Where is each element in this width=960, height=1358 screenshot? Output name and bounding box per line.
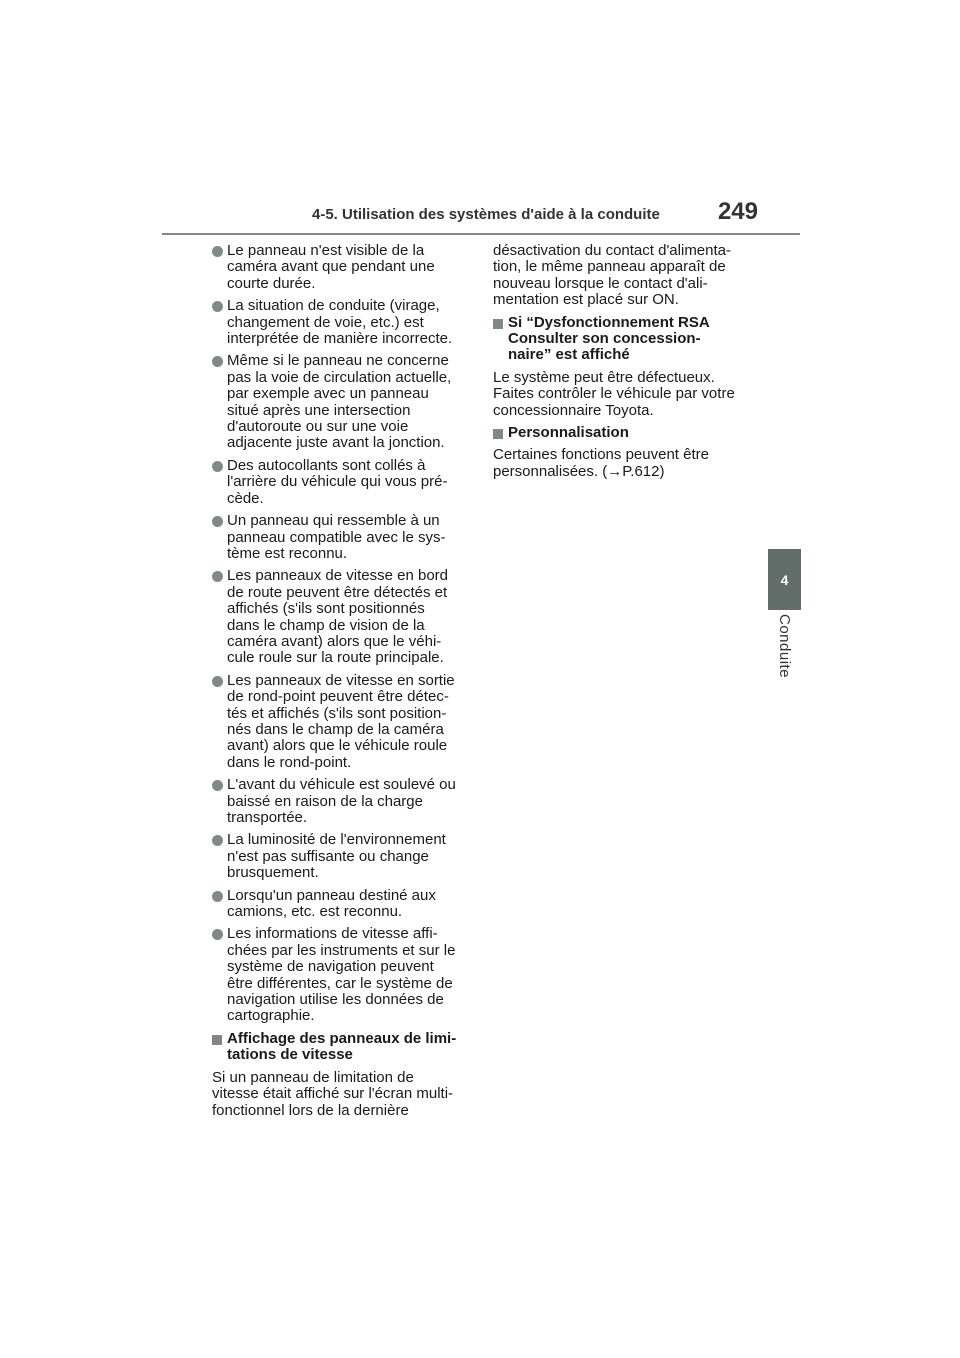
text-line: baissé en raison de la charge <box>227 792 423 810</box>
text-line: Le système peut être défectueux. <box>493 368 715 386</box>
square-bullet-icon <box>212 1035 222 1045</box>
text-line: naire” est affiché <box>508 346 630 364</box>
text-line: La luminosité de l'environnement <box>227 831 446 849</box>
square-bullet-icon <box>493 429 503 439</box>
text-line: camions, etc. est reconnu. <box>227 903 403 921</box>
bullet-dot-icon <box>212 461 223 472</box>
text-line: Des autocollants sont collés à <box>227 456 426 474</box>
bullet-dot-icon <box>212 301 223 312</box>
bullet-item <box>212 832 480 881</box>
text-line: concessionnaire Toyota. <box>493 401 654 419</box>
bullet-item <box>212 353 480 451</box>
chapter-number: 4 <box>780 571 789 588</box>
text-line: interprétée de manière incorrecte. <box>227 330 453 348</box>
bullet-item <box>212 888 480 921</box>
bullet-dot-icon <box>212 835 223 846</box>
text-line: tés et affichés (s'ils sont position- <box>227 704 447 722</box>
text-line: Un panneau qui ressemble à un <box>227 512 440 530</box>
text-line: panneau compatible avec le sys- <box>227 528 446 546</box>
text-line: Lorsqu'un panneau destiné aux <box>227 886 436 904</box>
text-line: navigation utilise les données de <box>227 991 444 1009</box>
bullet-item <box>212 926 480 1024</box>
bullet-item <box>212 777 480 826</box>
text-line: Faites contrôler le véhicule par votre <box>493 385 735 403</box>
text-line: vitesse était affiché sur l'écran multi- <box>212 1085 454 1103</box>
text-line: adjacente juste avant la jonction. <box>227 434 445 452</box>
page-number: 249 <box>717 198 758 225</box>
text-line: avant) alors que le véhicule roule <box>227 737 448 755</box>
text-line: Même si le panneau ne concerne <box>227 352 449 370</box>
square-bullet-icon <box>493 319 503 329</box>
left-column <box>212 243 480 1125</box>
chapter-label-text: Conduite <box>776 614 793 679</box>
text-line: mentation est placé sur ON. <box>493 291 679 309</box>
bullet-item <box>212 568 480 666</box>
text-line: Les panneaux de vitesse en bord <box>227 567 448 585</box>
paragraph <box>493 243 761 309</box>
text-line: de rond-point peuvent être détec- <box>227 688 449 706</box>
text-line: pas la voie de circulation actuelle, <box>227 368 452 386</box>
bullet-item <box>212 458 480 507</box>
section-title: 4-5. Utilisation des systèmes d'aide à la conduite <box>312 206 660 223</box>
text-line: fonctionnel lors de la dernière <box>212 1101 409 1119</box>
text-line: situé après une intersection <box>227 401 411 419</box>
text-line: brusquement. <box>227 864 319 882</box>
page-header <box>312 198 802 234</box>
text-line: caméra avant) alors que le véhi- <box>227 632 442 650</box>
text-line: désactivation du contact d'alimenta- <box>493 242 732 259</box>
header-divider <box>162 233 800 235</box>
text-line: dans le rond-point. <box>227 753 352 771</box>
bullet-item <box>212 298 480 347</box>
bullet-dot-icon <box>212 929 223 940</box>
text-line: d'autoroute ou sur une voie <box>227 418 409 436</box>
text-line: chées par les instruments et sur le <box>227 941 456 959</box>
paragraph <box>493 370 761 419</box>
bullet-dot-icon <box>212 516 223 527</box>
text-line: nés dans le champ de la caméra <box>227 720 444 738</box>
paragraph <box>212 1070 480 1119</box>
text-line: de route peuvent être détectés et <box>227 583 448 601</box>
right-column <box>493 243 761 486</box>
subsection-heading <box>212 1031 480 1064</box>
text-line: cule roule sur la route principale. <box>227 649 444 667</box>
subsection-heading <box>493 315 761 364</box>
text-line: nouveau lorsque le contact d'ali- <box>493 274 708 292</box>
text-line: Personnalisation <box>508 424 629 442</box>
bullet-dot-icon <box>212 571 223 582</box>
bullet-item <box>212 673 480 771</box>
chapter-label <box>767 614 802 694</box>
text-line: Consulter son concession- <box>508 330 701 348</box>
text-line: n'est pas suffisante ou change <box>227 847 429 865</box>
bullet-item <box>212 513 480 562</box>
bullet-dot-icon <box>212 891 223 902</box>
text-line: cède. <box>227 489 264 507</box>
paragraph <box>493 447 761 480</box>
bullet-dot-icon <box>212 780 223 791</box>
subsection-heading <box>493 425 761 441</box>
text-line: l'arrière du véhicule qui vous pré- <box>227 473 448 491</box>
chapter-tab[interactable] <box>768 549 801 610</box>
text-line: Les panneaux de vitesse en sortie <box>227 671 455 689</box>
text-line: tème est reconnu. <box>227 544 348 562</box>
bullet-item <box>212 243 480 292</box>
text-line: personnalisées. (→P.612) <box>493 462 665 480</box>
text-line: système de navigation peuvent <box>227 958 434 976</box>
text-line: tion, le même panneau apparaît de <box>493 258 726 276</box>
text-line: Affichage des panneaux de limi- <box>227 1029 457 1047</box>
text-line: courte durée. <box>227 274 316 292</box>
text-line: Si un panneau de limitation de <box>212 1068 414 1086</box>
text-line: dans le champ de vision de la <box>227 616 425 634</box>
text-line: L'avant du véhicule est soulevé ou <box>227 776 456 794</box>
bullet-dot-icon <box>212 246 223 257</box>
text-line: Les informations de vitesse affi- <box>227 925 438 943</box>
text-line: par exemple avec un panneau <box>227 385 429 403</box>
text-line: cartographie. <box>227 1007 315 1025</box>
text-line: changement de voie, etc.) est <box>227 313 424 331</box>
text-line: tations de vitesse <box>227 1046 353 1064</box>
text-line: caméra avant que pendant une <box>227 258 435 276</box>
text-line: La situation de conduite (virage, <box>227 297 440 315</box>
text-line: affichés (s'ils sont positionnés <box>227 600 425 618</box>
text-line: être différentes, car le système de <box>227 974 453 992</box>
bullet-dot-icon <box>212 356 223 367</box>
bullet-dot-icon <box>212 676 223 687</box>
text-line: Le panneau n'est visible de la <box>227 242 425 259</box>
text-line: Si “Dysfonctionnement RSA <box>508 313 710 331</box>
text-line: transportée. <box>227 809 308 826</box>
text-line: Certaines fonctions peuvent être <box>493 446 709 464</box>
